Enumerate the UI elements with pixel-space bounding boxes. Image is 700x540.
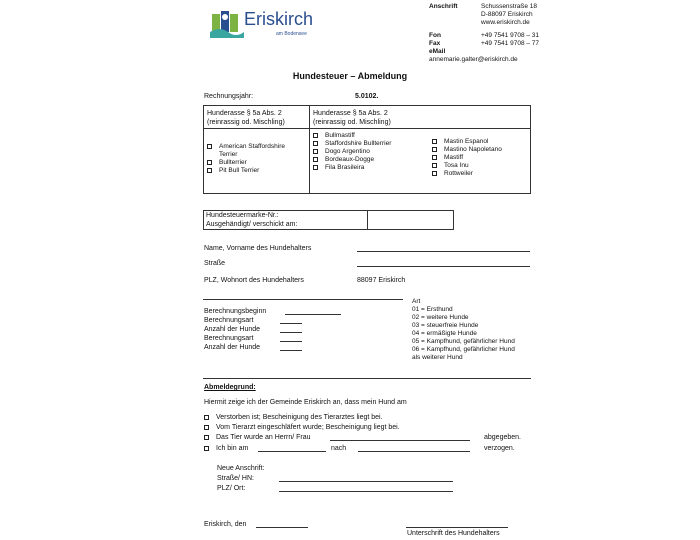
calc-type-label: Berechnungsart bbox=[204, 317, 254, 324]
breed-item[interactable]: Fila Brasileira bbox=[313, 164, 391, 172]
new-city-label: PLZ/ Ort: bbox=[217, 485, 246, 492]
place-date-field[interactable] bbox=[256, 527, 308, 528]
checkbox[interactable] bbox=[207, 168, 212, 173]
logo bbox=[210, 8, 320, 40]
section-divider bbox=[203, 299, 403, 300]
breed-right-list bbox=[432, 138, 502, 178]
checkbox[interactable] bbox=[207, 160, 212, 165]
breed-item[interactable]: American Staffordshire bbox=[207, 143, 285, 151]
checkbox[interactable] bbox=[313, 141, 318, 146]
checkbox[interactable] bbox=[204, 446, 209, 451]
breed-table-divider bbox=[309, 105, 310, 194]
calc-count-label-2: Anzahl der Hunde bbox=[204, 344, 261, 351]
place-date-label: Eriskirch, den bbox=[204, 521, 247, 528]
checkbox[interactable] bbox=[432, 155, 437, 160]
calc-labels bbox=[204, 307, 266, 352]
owner-street-field[interactable] bbox=[357, 266, 530, 267]
new-street-field[interactable] bbox=[279, 481, 453, 482]
reason-option-2[interactable]: Vom Tierarzt eingeschläfert wurde; Bescheinigung liegt bei. bbox=[204, 423, 400, 432]
checkbox[interactable] bbox=[207, 144, 212, 149]
reason-option-4-end: verzogen. bbox=[484, 445, 515, 452]
checkbox[interactable] bbox=[432, 147, 437, 152]
fiscal-year-label: Rechnungsjahr: bbox=[204, 93, 254, 100]
breed-item[interactable]: Mastin Espanol bbox=[432, 138, 502, 146]
breed-item[interactable]: Bullmastiff bbox=[313, 132, 391, 140]
move-destination-field[interactable] bbox=[358, 451, 470, 452]
reason-heading: Abmeldegrund: bbox=[204, 384, 256, 391]
owner-city-label: PLZ, Wohnort des Hundehalters bbox=[204, 277, 304, 284]
new-address-heading: Neue Anschrift: bbox=[217, 465, 265, 472]
calc-count-label: Anzahl der Hunde bbox=[204, 326, 261, 333]
page-title: Hundesteuer – Abmeldung bbox=[292, 71, 408, 81]
calc-type-field[interactable] bbox=[280, 323, 302, 324]
checkbox[interactable] bbox=[313, 157, 318, 162]
breed-item[interactable]: Bullterrier bbox=[207, 159, 285, 167]
checkbox[interactable] bbox=[432, 171, 437, 176]
calc-start-label: Berechnungsbeginn bbox=[204, 308, 267, 315]
logo-subtext: am Bodensee bbox=[276, 31, 307, 37]
owner-name-label: Name, Vorname des Hundehalters bbox=[204, 245, 312, 252]
art-heading: Art bbox=[412, 298, 421, 305]
breed-right-header: Hunderasse § 5a Abs. 2 (reinrassig od. Mischling) bbox=[313, 110, 391, 126]
breed-item[interactable]: Mastiff bbox=[432, 154, 502, 162]
calc-type-field-2[interactable] bbox=[280, 341, 302, 342]
address-line-2: D-88097 Eriskirch bbox=[481, 11, 533, 18]
owner-street-label: Straße bbox=[204, 260, 226, 267]
new-street-label: Straße/ HN: bbox=[217, 475, 254, 482]
breed-item[interactable]: Pit Bull Terrier bbox=[207, 167, 285, 175]
fax-value: +49 7541 9708 – 77 bbox=[481, 40, 540, 47]
checkbox[interactable] bbox=[313, 149, 318, 154]
reason-option-4[interactable]: Ich bin am bbox=[204, 444, 248, 453]
breed-item[interactable]: Rottweiler bbox=[432, 170, 502, 178]
logo-text: Eriskirch bbox=[244, 9, 314, 29]
email-label: eMail bbox=[429, 48, 446, 55]
breed-item[interactable]: Tosa Inu bbox=[432, 162, 502, 170]
reason-option-4-nach: nach bbox=[331, 445, 347, 452]
reason-intro: Hiermit zeige ich der Gemeinde Eriskirch an, dass mein Hund am bbox=[204, 399, 407, 406]
email-value: annemarie.galter@eriskirch.de bbox=[429, 56, 518, 63]
calc-type-label-2: Berechnungsart bbox=[204, 335, 254, 342]
recipient-field[interactable] bbox=[330, 440, 470, 441]
breed-item[interactable]: Mastino Napoletano bbox=[432, 146, 502, 154]
checkbox[interactable] bbox=[313, 133, 318, 138]
calc-count-field-2[interactable] bbox=[280, 350, 302, 351]
address-line-1: Schussenstraße 18 bbox=[481, 3, 538, 10]
breed-middle-list bbox=[313, 132, 391, 172]
tag-labels bbox=[206, 211, 297, 229]
fiscal-year-value: 5.0102. bbox=[355, 93, 379, 100]
reason-option-1[interactable]: Verstorben ist; Bescheinigung des Tierarztes liegt bei. bbox=[204, 413, 383, 422]
tag-sent-label: Ausgehändigt/ verschickt am: bbox=[206, 221, 298, 228]
breed-left-list: American Staffordshire Terrier Bullterrier Pit Bull Terrier bbox=[207, 143, 285, 175]
checkbox[interactable] bbox=[204, 415, 209, 420]
owner-city-value: 88097 Eriskirch bbox=[357, 277, 406, 284]
owner-name-field[interactable] bbox=[357, 251, 530, 252]
checkbox[interactable] bbox=[204, 425, 209, 430]
signature-field[interactable] bbox=[406, 527, 508, 528]
breed-table-header-line bbox=[203, 128, 531, 129]
address-label: Anschrift bbox=[429, 3, 458, 10]
tag-box-divider bbox=[367, 210, 368, 230]
signature-label: Unterschrift des Hundehalters bbox=[407, 530, 500, 537]
fon-label: Fon bbox=[429, 32, 441, 39]
checkbox[interactable] bbox=[432, 139, 437, 144]
new-city-field[interactable] bbox=[279, 491, 453, 492]
breed-left-header: Hunderasse § 5a Abs. 2 (reinrassig od. Mischling) bbox=[207, 110, 285, 126]
fon-value: +49 7541 9708 – 31 bbox=[481, 32, 540, 39]
logo-mark-icon bbox=[210, 8, 244, 38]
calc-start-field[interactable] bbox=[285, 314, 341, 315]
calc-count-field[interactable] bbox=[280, 332, 302, 333]
checkbox[interactable] bbox=[204, 435, 209, 440]
move-date-field[interactable] bbox=[258, 451, 326, 452]
reason-divider bbox=[203, 378, 531, 379]
address-line-3: www.eriskirch.de bbox=[481, 19, 530, 26]
breed-item[interactable]: Bordeaux-Dogge bbox=[313, 156, 391, 164]
reason-option-3[interactable]: Das Tier wurde an Herrn/ Frau bbox=[204, 433, 311, 442]
art-legend: Art 01 = Ersthund 02 = weitere Hunde 03 = steuerfreie Hunde 04 = ermäßigte Hunde 05 = Kampfhund, gefährlicher Hund 06 = Kampfhund, gefährlicher Hund als weiterer Hund bbox=[412, 298, 515, 361]
contact-block bbox=[429, 3, 549, 64]
fax-label: Fax bbox=[429, 40, 441, 47]
checkbox[interactable] bbox=[432, 163, 437, 168]
breed-item[interactable]: Dogo Argentino bbox=[313, 148, 391, 156]
reason-option-3-end: abgegeben. bbox=[484, 434, 521, 441]
checkbox[interactable] bbox=[313, 165, 318, 170]
tag-number-label: Hundesteuermarke-Nr.: bbox=[206, 212, 279, 219]
breed-item[interactable]: Staffordshire Bullterrier bbox=[313, 140, 391, 148]
